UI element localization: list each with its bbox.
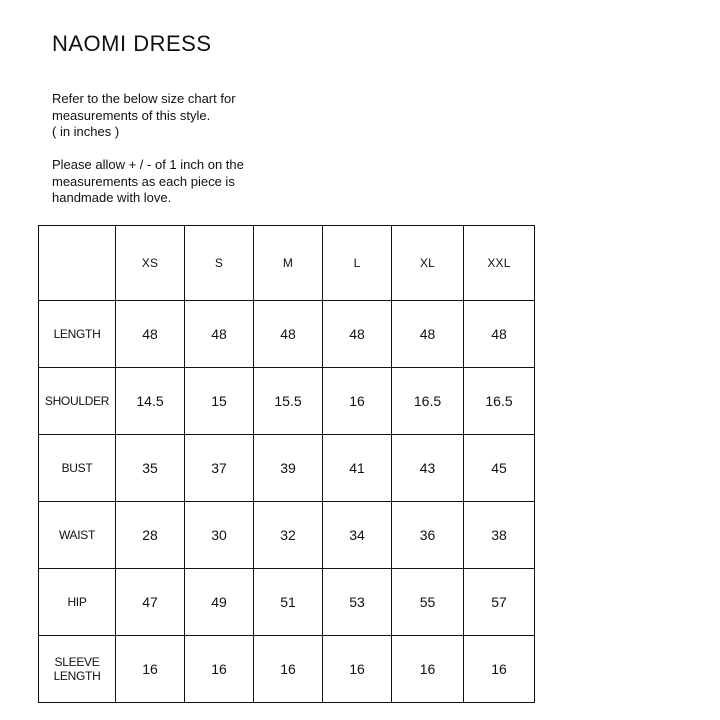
table-cell: 16.5 bbox=[392, 368, 464, 435]
size-header-xl: XL bbox=[392, 226, 464, 301]
table-row-length bbox=[39, 301, 535, 368]
table-cell: 49 bbox=[185, 569, 254, 636]
page-title: NAOMI DRESS bbox=[52, 31, 212, 56]
table-cell: 16 bbox=[185, 636, 254, 703]
table-row-hip bbox=[39, 569, 535, 636]
note-line: handmade with love. bbox=[52, 190, 172, 205]
table-cell: 48 bbox=[464, 301, 535, 368]
row-label-hip: HIP bbox=[39, 569, 116, 636]
table-cell: 16 bbox=[323, 636, 392, 703]
table-row-sleeve-length bbox=[39, 636, 535, 703]
note-line: Please allow + / - of 1 inch on the bbox=[52, 157, 244, 172]
intro-line: ( in inches ) bbox=[52, 124, 120, 139]
row-label-line: SLEEVE bbox=[54, 655, 100, 669]
table-corner-cell bbox=[39, 226, 116, 301]
table-cell: 28 bbox=[116, 502, 185, 569]
size-header-xxl: XXL bbox=[464, 226, 535, 301]
table-row-bust bbox=[39, 435, 535, 502]
size-header-s: S bbox=[185, 226, 254, 301]
table-cell: 41 bbox=[323, 435, 392, 502]
table-cell: 51 bbox=[254, 569, 323, 636]
table-cell: 45 bbox=[464, 435, 535, 502]
table-cell: 30 bbox=[185, 502, 254, 569]
table-cell: 38 bbox=[464, 502, 535, 569]
row-label-bust: BUST bbox=[39, 435, 116, 502]
row-label-line: LENGTH bbox=[53, 669, 101, 683]
table-cell: 16 bbox=[392, 636, 464, 703]
table-cell: 16 bbox=[464, 636, 535, 703]
intro-line: measurements of this style. bbox=[52, 107, 211, 123]
note-line: measurements as each piece is bbox=[52, 173, 235, 189]
intro-line: Refer to the below size chart for bbox=[52, 91, 236, 106]
table-cell: 35 bbox=[116, 435, 185, 502]
table-cell: 34 bbox=[323, 502, 392, 569]
table-cell: 48 bbox=[392, 301, 464, 368]
table-cell: 43 bbox=[392, 435, 464, 502]
table-cell: 15 bbox=[185, 368, 254, 435]
table-row-waist bbox=[39, 502, 535, 569]
table-row-shoulder bbox=[39, 368, 535, 435]
table-cell: 55 bbox=[392, 569, 464, 636]
row-label-sleeve-length bbox=[39, 636, 116, 703]
row-label-waist: WAIST bbox=[39, 502, 116, 569]
size-header-l: L bbox=[323, 226, 392, 301]
table-cell: 57 bbox=[464, 569, 535, 636]
row-label-shoulder: SHOULDER bbox=[39, 368, 116, 435]
table-cell: 48 bbox=[185, 301, 254, 368]
table-cell: 16.5 bbox=[464, 368, 535, 435]
row-label-length: LENGTH bbox=[39, 301, 116, 368]
table-cell: 16 bbox=[116, 636, 185, 703]
table-cell: 39 bbox=[254, 435, 323, 502]
table-cell: 14.5 bbox=[116, 368, 185, 435]
table-cell: 48 bbox=[116, 301, 185, 368]
table-cell: 32 bbox=[254, 502, 323, 569]
table-cell: 36 bbox=[392, 502, 464, 569]
size-chart-table bbox=[38, 225, 535, 703]
table-cell: 53 bbox=[323, 569, 392, 636]
table-cell: 16 bbox=[323, 368, 392, 435]
note-text bbox=[52, 157, 244, 207]
table-cell: 47 bbox=[116, 569, 185, 636]
size-header-xs: XS bbox=[116, 226, 185, 301]
size-header-m: M bbox=[254, 226, 323, 301]
table-header-row bbox=[39, 226, 535, 301]
table-cell: 37 bbox=[185, 435, 254, 502]
table-cell: 48 bbox=[323, 301, 392, 368]
table-cell: 16 bbox=[254, 636, 323, 703]
intro-text bbox=[52, 91, 236, 141]
table-cell: 48 bbox=[254, 301, 323, 368]
table-cell: 15.5 bbox=[254, 368, 323, 435]
